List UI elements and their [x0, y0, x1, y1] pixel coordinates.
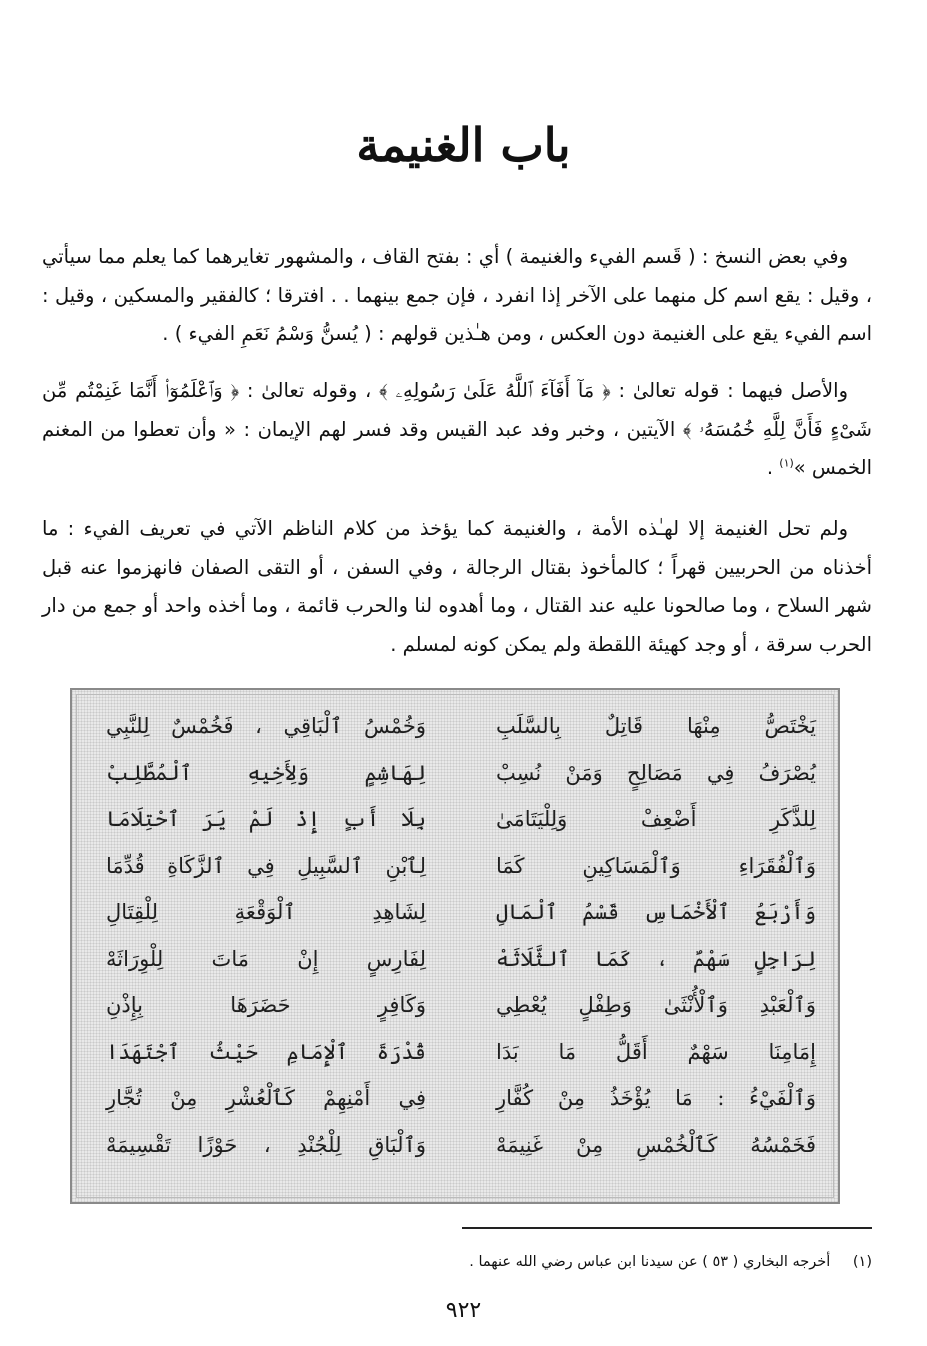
paragraph-3-text: ولم تحل الغنيمة إلا لهـٰذه الأمة ، والغنيمة كما يؤخذ من كلام الناظم الآتي في تعريف الفيء : ما أخذناه من الحربيين قهراً ؛ كالمأخوذ بقتال الرجالة ، وفي السفن ، أو التقى الصفان فانهزموا عنه قبل شهر السلاح ، وما صالحونا عليه عند القتال ، وما أهدوه لنا والحرب قائمة ، وما أخذه واحد أو جمع من دار الحرب سرقة ، أو وجد كهيئة اللقطة ولم يمكن كونه لمسلم .: [42, 517, 872, 656]
footnote-divider: [462, 1227, 872, 1229]
poem-verse: [72, 1123, 838, 1170]
verse-first-hemistich: وَٱلْفَيْءُ : مَا يُؤْخَذُ مِنْ كُفَّارِ: [496, 1086, 816, 1110]
verse-second-hemistich: وَكَافِرٍ حَضَرَهَا بِإِذْنِ: [106, 993, 426, 1017]
verse-first-hemistich: لِرَاجِلٍ سَهْمٌ ، كَمَا ٱلثَّلَاثَهْ: [496, 946, 816, 971]
verse-second-hemistich: وَخُمْسُ ٱلْبَاقِي ، فَخُمْسٌ لِلنَّبِي: [106, 714, 426, 738]
verse-first-hemistich: وَٱلْعَبْدِ وَٱلْأُنْثَىٰ وَطِفْلٍ يُعْطِي: [496, 993, 816, 1017]
poem-verse: [72, 890, 838, 937]
verse-first-hemistich: لِلذَّكَرِ أَضْعِفْ وَلِلْيَتَامَىٰ: [496, 807, 816, 831]
paragraph-1-text: وفي بعض النسخ : ( قَسم الفيء والغنيمة ) أي : بفتح القاف ، والمشهور تغايرهما كما يعلم مما سيأتي ، وقيل : يقع اسم كل منهما على الآخر إذا انفرد ، فإن جمع بينهما . . افترقا ؛ كالفقير والمسكين ، وقيل : اسم الفيء يقع على الغنيمة دون العكس ، ومن هـٰذين قولهم : ( يُسنُّ وَسْمُ نَعَمِ الفيء ) .: [42, 245, 872, 345]
verse-second-hemistich: قُدْرَةَ ٱلْإِمَامِ حَيْثُ ٱجْتَهَدَا: [106, 1039, 426, 1064]
paragraph-2-tail: .: [766, 456, 780, 479]
paragraph-2: [42, 372, 872, 488]
paragraph-1: [42, 238, 872, 354]
verse-first-hemistich: يَخْتَصُّ مِنْهَا قَاتِلٌ بِالسَّلَبِ: [496, 714, 816, 738]
verse-first-hemistich: وَأَرْبَعُ ٱلْأَخْمَاسِ قَسْمُ ٱلْمَالِ: [496, 900, 816, 924]
verse-second-hemistich: بِلَا أَبٍ إِذْ لَمْ يَرَ ٱحْتِلَامَا: [106, 807, 426, 831]
poem-verse: [72, 797, 838, 844]
poem-verses: [72, 704, 838, 1169]
paragraph-2-text: [42, 372, 872, 488]
poem-verse: [72, 1076, 838, 1123]
verse-second-hemistich: لِفَارِسٍ إِنْ مَاتَ لِلْوِرَاثَهْ: [106, 946, 426, 971]
footnote-number: (١): [852, 1254, 872, 1270]
poem-verse: [72, 983, 838, 1030]
verse-second-hemistich: وَٱلْبَاقِ لِلْجُنْدِ ، حَوْزًا تَقْسِيمَهْ: [106, 1132, 426, 1157]
verse-first-hemistich: وَٱلْفُقَرَاءِ وَٱلْمَسَاكِينِ كَمَا: [496, 853, 816, 878]
verse-second-hemistich: لِٱبْنِ ٱلسَّبِيلِ فِي ٱلزَّكَاةِ قُدِّمَا: [106, 853, 426, 878]
verse-first-hemistich: يُصْرَفُ فِي مَصَالِحٍ وَمَنْ نُسِبْ: [496, 760, 816, 785]
verse-first-hemistich: إِمَامِنَا سَهْمٌ أَقَلُّ مَا بَدَا: [496, 1039, 816, 1064]
poem-verse: [72, 704, 838, 751]
verse-first-hemistich: فَخَمْسُهُ كَٱلْخُمْسِ مِنْ غَنِيمَهْ: [496, 1132, 816, 1157]
poem-verse: [72, 1030, 838, 1077]
footnote-reference: (١): [779, 456, 794, 470]
page-number: ٩٢٢: [445, 1298, 482, 1323]
paragraph-3: [42, 510, 872, 664]
poem-verse: [72, 751, 838, 798]
paragraph-2-body: والأصل فيهما : قوله تعالىٰ : ﴿ مَآ أَفَآءَ ٱللَّهُ عَلَىٰ رَسُولِهِۦ ﴾ ، وقوله تعالىٰ : ﴿ وَٱعْلَمُوٓا۟ أَنَّمَا غَنِمْتُم مِّن شَىْءٍ فَأَنَّ لِلَّهِ خُمُسَهُۥ ﴾ الآيتين ، وخبر وفد عبد القيس وقد فسر لهم الإيمان : « وأن تعطوا من المغنم الخمس »: [42, 379, 872, 479]
poem-verse: [72, 844, 838, 891]
footnote-text: أخرجه البخاري ( ٥٣ ) عن سيدنا ابن عباس رضي الله عنهما .: [469, 1254, 831, 1270]
verse-second-hemistich: لِشَاهِدِ ٱلْوَقْعَةِ لِلْقِتَالِ: [106, 900, 426, 924]
poem-box: [70, 688, 840, 1204]
verse-second-hemistich: فِي أَمْنِهِمْ كَٱلْعُشْرِ مِنْ تُجَّارِ: [106, 1086, 426, 1110]
footnote: [0, 1250, 872, 1274]
chapter-title: باب الغنيمة: [356, 118, 571, 172]
verse-second-hemistich: لِهَاشِمٍ وَلِأَخِيهِ ٱلْمُطَّلِبْ: [106, 760, 426, 785]
poem-verse: [72, 937, 838, 984]
